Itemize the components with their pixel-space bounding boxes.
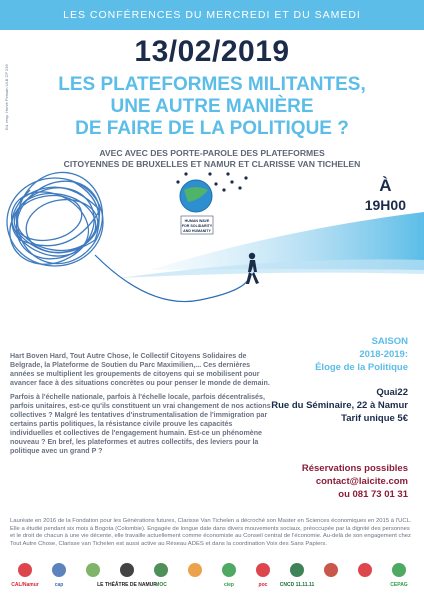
event-description <box>10 352 272 461</box>
banner-line: FOR SOLIDARITY <box>181 224 213 228</box>
partner-logo <box>280 563 315 588</box>
venue-address: Rue du Séminaire, 22 à Namur <box>271 400 408 411</box>
description-paragraph: Hart Boven Hard, Tout Autre Chose, le Collectif Citoyens Solidaires de Belgrade, la Plateforme de Soutien du Parc Maximilien,... Ces dernières années se multiplient les groupements de citoyens qui se mobilisent pour avancer face à des situations concrètes ou pour penser le monde de demain. <box>10 352 270 387</box>
season-block <box>315 335 408 374</box>
title-line: DE FAIRE DE LA POLITIQUE ? <box>75 118 349 139</box>
partner-logo-text: cap <box>54 582 64 588</box>
partner-logo <box>52 563 66 588</box>
partner-logo <box>222 563 236 588</box>
partner-logo <box>86 563 100 577</box>
partner-logo-text: CAL/Namur <box>11 582 39 588</box>
partner-logo-mark <box>86 563 100 577</box>
time-hour: 19H00 <box>364 197 406 213</box>
partner-logo-text: ciep <box>223 582 235 588</box>
partner-logo-mark <box>392 563 406 577</box>
partner-logo-mark <box>52 563 66 577</box>
speaker-bio: Lauréate en 2016 de la Fondation pour les Générations futures, Clarisse Van Tichelen a décroché son Master en Sciences économiques en 2015 à l'UCL. Elle a étudié pendant six mois à Bogota (Colombie). Engagée de longue date dans divers mouvements sociaux, préoccupée par la dignité des personnes et le droit de chacun à une vie décente, elle travaille actuellement comme économiste au Conseil central de l'économie. Au-delà de son engagement chez Tout Autre Chose, Clarisse van Tichelen est aussi active au Réseau ADES et dans la coordination Voix des Sans Papiers. <box>10 518 412 547</box>
illustration <box>0 160 424 320</box>
header-band <box>0 0 424 30</box>
subtitle-line: CITOYENNES DE BRUXELLES ET NAMUR ET CLARISSE VAN TICHELEN <box>63 159 361 169</box>
side-credit-text: Ed. resp. Hervé Persain ULB CP 236 <box>4 64 9 130</box>
partner-logo-mark <box>358 563 372 577</box>
reservation-label: Réservations possibles <box>301 463 408 474</box>
partner-logo-mark <box>290 563 304 577</box>
time-prefix: À <box>379 176 392 195</box>
series-title: LES CONFÉRENCES DU MERCREDI ET DU SAMEDI <box>63 9 361 21</box>
venue-name: Quai22 <box>376 387 408 398</box>
partner-logo <box>324 563 338 577</box>
season-label: SAISON <box>371 336 408 347</box>
scribble-ball <box>0 160 115 279</box>
partner-logo <box>11 563 39 588</box>
venue-price: Tarif unique 5€ <box>341 413 408 424</box>
partner-logo-text: CEPAG <box>390 582 408 588</box>
venue-block <box>271 386 408 425</box>
reservation-email[interactable]: contact@laicite.com <box>315 476 408 487</box>
partner-logo-text: poc <box>258 582 268 588</box>
season-theme: Éloge de la Politique <box>315 362 408 373</box>
partner-logo-text: LE THÉÂTRE DE NAMUR <box>97 582 157 588</box>
banner-line: HUMAN WAVE <box>184 219 210 223</box>
partner-logos <box>0 554 424 600</box>
partner-logo <box>97 563 157 588</box>
partner-logo <box>154 563 168 588</box>
partner-logo-mark <box>18 563 32 577</box>
globe <box>180 180 212 212</box>
partner-logo-mark <box>324 563 338 577</box>
partner-logo <box>358 563 372 577</box>
event-title <box>20 74 404 140</box>
partner-logo-mark <box>222 563 236 577</box>
description-paragraph: Parfois à l'échelle nationale, parfois à l'échelle locale, parfois décentralisés, parfois unitaires, est-ce qu'ils constituent un vrai changement de nos actions collectives ? Malgré les tentatives d'instrumentalisation de l'immigration par certains partis politiques, la résistance civile prouve les capacités individuelles et collectives de l'engagement humain. Est-ce un phénomène nouveau ? En bref, les plateformes et autres collectifs, des leviers pour la politique avec un grand P ? <box>10 393 271 455</box>
event-date: 13/02/2019 <box>134 35 290 68</box>
partner-logo-mark <box>188 563 202 577</box>
partner-logo-text: CNCD 11.11.11 <box>279 582 315 588</box>
event-time <box>365 176 406 214</box>
partner-logo-mark <box>120 563 134 577</box>
season-years: 2018-2019: <box>359 349 408 360</box>
partner-logo-mark <box>154 563 168 577</box>
partner-logo-mark <box>256 563 270 577</box>
partner-logo <box>390 563 408 588</box>
title-line: UNE AUTRE MANIÈRE <box>110 96 314 117</box>
reservation-block <box>302 462 408 501</box>
subtitle-line: AVEC AVEC DES PORTE-PAROLE DES PLATEFORMES <box>99 148 325 158</box>
partner-logo-text: MOC <box>155 582 167 588</box>
title-line: LES PLATEFORMES MILITANTES, <box>58 74 366 95</box>
reservation-phone: ou 081 73 01 31 <box>338 489 408 500</box>
partner-logo <box>256 563 270 588</box>
banner-line: AND HUMANITY <box>183 229 211 233</box>
partner-logo <box>188 563 202 577</box>
